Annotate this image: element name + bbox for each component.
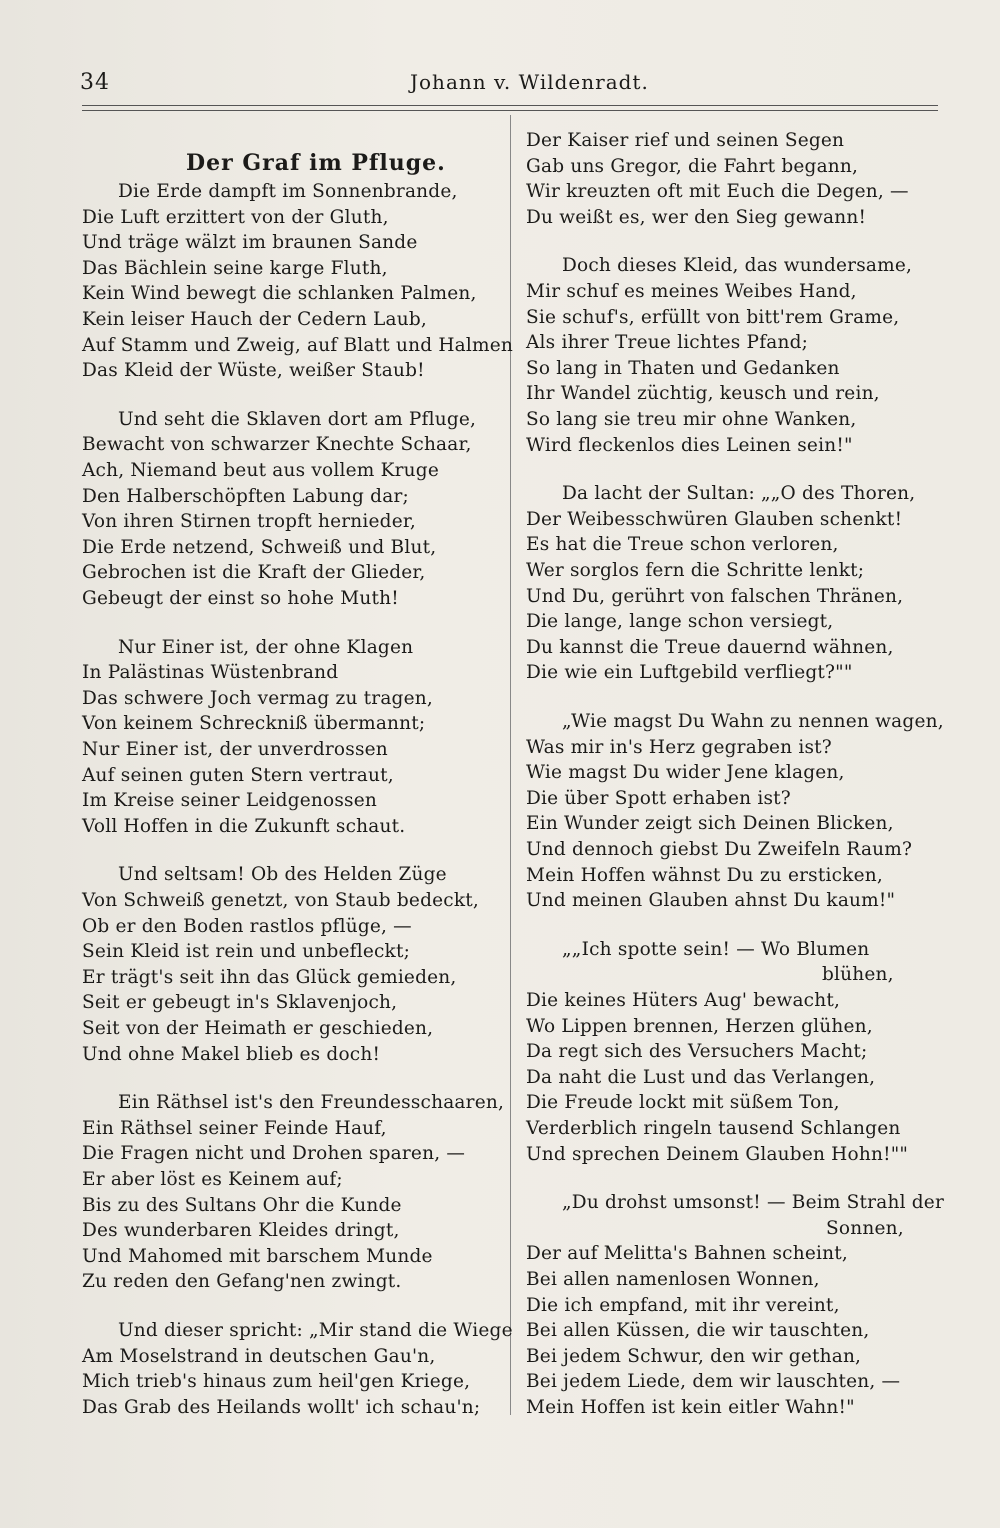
verse-line: Ein Wunder zeigt sich Deinen Blicken, (526, 813, 894, 835)
verse-line: Gab uns Gregor, die Fahrt begann, (526, 155, 859, 177)
verse-line: Als ihrer Treue lichtes Pfand; (526, 332, 809, 354)
verse-line: Die Fragen nicht und Drohen sparen, — (82, 1143, 466, 1165)
verse-line: Was mir in's Herz gegraben ist? (526, 736, 832, 758)
verse-line: Und träge wälzt im braunen Sande (82, 232, 418, 254)
verse-line: Sie schuf's, erfüllt von bitt'rem Grame, (526, 306, 900, 328)
verse-line: Du weißt es, wer den Sieg gewann! (526, 206, 867, 228)
verse-line: Die Erde netzend, Schweiß und Blut, (82, 536, 437, 558)
verse-line: Bei jedem Schwur, den wir gethan, (526, 1345, 862, 1367)
verse-line: Das Kleid der Wüste, weißer Staub! (82, 360, 425, 382)
column-divider (510, 115, 511, 1415)
verse-line: Wie magst Du wider Jene klagen, (526, 762, 845, 784)
verse-line: Und meinen Glauben ahnst Du kaum!" (526, 890, 896, 912)
verse-line: blühen, (822, 964, 894, 986)
verse-line: Die Luft erzittert von der Gluth, (82, 206, 389, 228)
header-rule-top (82, 105, 938, 106)
verse-line: Mein Hoffen ist kein eitler Wahn!" (526, 1397, 855, 1418)
verse-line: Und Mahomed mit barschem Munde (82, 1245, 433, 1267)
verse-line: Ob er den Boden rastlos pflüge, — (82, 915, 412, 937)
verse-line: „Du drohst umsonst! — Beim Strahl der (562, 1192, 944, 1214)
verse-line: Im Kreise seiner Leidgenossen (82, 790, 378, 812)
verse-line: Voll Hoffen in die Zukunft schaut. (82, 815, 406, 837)
verse-line: Des wunderbaren Kleides dringt, (82, 1220, 400, 1242)
verse-line: Gebrochen ist die Kraft der Glieder, (82, 562, 426, 584)
verse-line: Und Du, gerührt von falschen Thränen, (526, 585, 904, 607)
verse-line: Und dennoch giebst Du Zweifeln Raum? (526, 839, 913, 860)
verse-line: Wer sorglos fern die Schritte lenkt; (526, 560, 865, 581)
verse-line: Bei jedem Liede, dem wir lauschten, — (526, 1371, 901, 1393)
verse-line: Der Weibesschwüren Glauben schenkt! (526, 508, 903, 530)
verse-line: Da lacht der Sultan: „„O des Thoren, (562, 483, 916, 505)
verse-line: Und dieser spricht: „Mir stand die Wiege (118, 1320, 513, 1341)
header-rule-bottom (82, 110, 938, 111)
verse-line: Doch dieses Kleid, das wundersame, (562, 255, 913, 277)
verse-line: Sonnen, (826, 1217, 904, 1239)
verse-line: Die keines Hüters Aug' bewacht, (526, 990, 841, 1011)
verse-line: Das Bächlein seine karge Fluth, (82, 257, 388, 279)
verse-line: Der auf Melitta's Bahnen scheint, (526, 1243, 848, 1265)
verse-line: „„Ich spotte sein! — Wo Blumen (562, 938, 870, 960)
page-number: 34 (80, 70, 110, 95)
verse-line: Den Halberschöpften Labung dar; (82, 485, 409, 507)
page-header (80, 70, 940, 100)
verse-line: Von keinem Schreckniß übermannt; (82, 713, 426, 735)
verse-line: Zu reden den Gefang'nen zwingt. (82, 1271, 402, 1293)
verse-line: Gebeugt der einst so hohe Muth! (82, 588, 399, 609)
verse-line: Von Schweiß genetzt, von Staub bedeckt, (82, 890, 479, 911)
running-head: Johann v. Wildenradt. (410, 70, 649, 94)
verse-line: Seit er gebeugt in's Sklavenjoch, (82, 992, 398, 1014)
verse-line: Das Grab des Heilands wollt' ich schau'n; (82, 1396, 481, 1418)
verse-line: Auf Stamm und Zweig, auf Blatt und Halmen (82, 334, 514, 356)
verse-line: Seit von der Heimath er geschieden, (82, 1018, 434, 1039)
verse-line: Am Moselstrand in deutschen Gau'n, (82, 1345, 436, 1367)
verse-line: Es hat die Treue schon verloren, (526, 534, 839, 556)
verse-line: Die wie ein Luftgebild verfliegt?"" (526, 662, 853, 684)
verse-line: Wo Lippen brennen, Herzen glühen, (526, 1015, 873, 1037)
verse-line: Bei allen Küssen, die wir tauschten, (526, 1320, 870, 1342)
verse-line: Ihr Wandel züchtig, keusch und rein, (526, 383, 880, 405)
verse-line: Sein Kleid ist rein und unbefleckt; (82, 941, 411, 963)
verse-line: Und seht die Sklaven dort am Pfluge, (118, 408, 477, 430)
verse-line: Da regt sich des Versuchers Macht; (526, 1041, 868, 1063)
verse-line: So lang sie treu mir ohne Wanken, (526, 409, 857, 430)
verse-line: Kein Wind bewegt die schlanken Palmen, (82, 283, 477, 305)
verse-line: Ein Räthsel ist's den Freundesschaaren, (118, 1092, 505, 1114)
verse-line: Ein Räthsel seiner Feinde Hauf, (82, 1117, 387, 1139)
verse-line: Die über Spott erhaben ist? (526, 787, 791, 809)
verse-line: Das schwere Joch vermag zu tragen, (82, 687, 433, 709)
verse-line: Kein leiser Hauch der Cedern Laub, (82, 309, 427, 330)
verse-line: Mich trieb's hinaus zum heil'gen Kriege, (82, 1371, 471, 1393)
verse-line: Und ohne Makel blieb es doch! (82, 1043, 381, 1065)
verse-line: Die ich empfand, mit ihr vereint, (526, 1294, 840, 1316)
verse-line: Bis zu des Sultans Ohr die Kunde (82, 1194, 402, 1216)
verse-line: Von ihren Stirnen tropft hernieder, (82, 511, 416, 533)
verse-line: Mein Hoffen wähnst Du zu ersticken, (526, 864, 883, 886)
verse-line: Nur Einer ist, der ohne Klagen (118, 636, 414, 658)
verse-line: Mir schuf es meines Weibes Hand, (526, 281, 857, 302)
verse-line: Wir kreuzten oft mit Euch die Degen, — (526, 181, 909, 203)
verse-line: Der Kaiser rief und seinen Segen (526, 130, 845, 151)
verse-line: Die lange, lange schon versiegt, (526, 611, 834, 633)
verse-line: Bewacht von schwarzer Knechte Schaar, (82, 434, 472, 456)
verse-line: Die Erde dampft im Sonnenbrande, (118, 181, 458, 202)
verse-line: Ach, Niemand beut aus vollem Kruge (82, 460, 439, 481)
poem-title: Der Graf im Pfluge. (186, 150, 446, 176)
verse-line: Nur Einer ist, der unverdrossen (82, 739, 388, 760)
verse-line: In Palästinas Wüstenbrand (82, 662, 339, 684)
verse-line: Wird fleckenlos dies Leinen sein!" (526, 434, 853, 456)
verse-line: Und seltsam! Ob des Helden Züge (118, 864, 447, 886)
verse-line: So lang in Thaten und Gedanken (526, 357, 840, 379)
verse-line: Verderblich ringeln tausend Schlangen (526, 1118, 901, 1139)
verse-line: Bei allen namenlosen Wonnen, (526, 1269, 820, 1290)
verse-line: Du kannst die Treue dauernd wähnen, (526, 636, 894, 658)
verse-line: „Wie magst Du Wahn zu nennen wagen, (562, 711, 944, 732)
verse-line: Und sprechen Deinem Glauben Hohn!"" (526, 1143, 909, 1165)
verse-line: Die Freude lockt mit süßem Ton, (526, 1092, 840, 1114)
verse-line: Er aber löst es Keinem auf; (82, 1169, 343, 1190)
verse-line: Auf seinen guten Stern vertraut, (82, 764, 394, 786)
verse-line: Er trägt's seit ihn das Glück gemieden, (82, 966, 457, 988)
verse-line: Da naht die Lust und das Verlangen, (526, 1066, 876, 1088)
